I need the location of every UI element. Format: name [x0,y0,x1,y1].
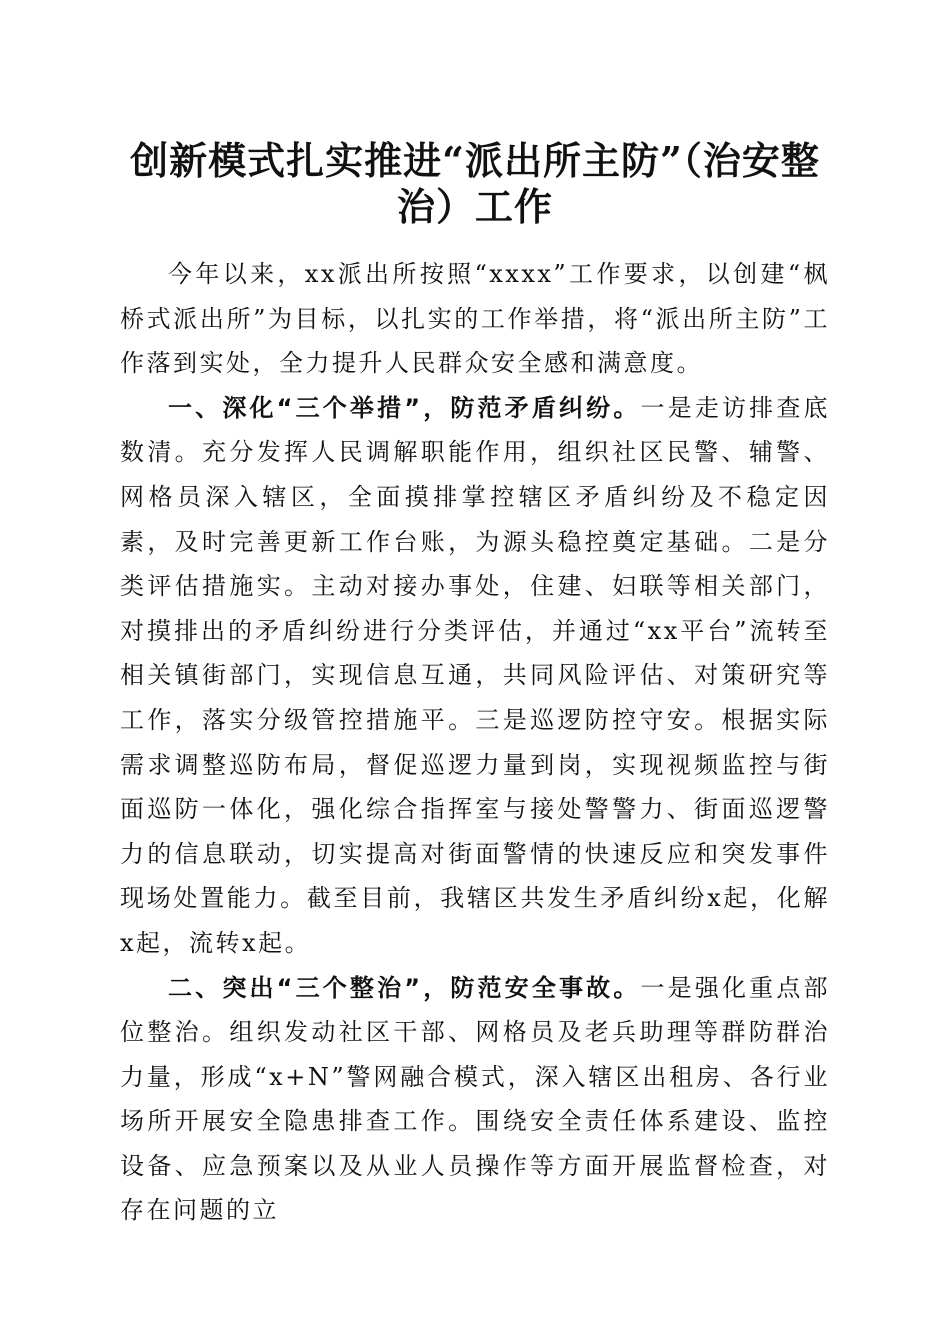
section-1-heading: 一、深化“三个举措”，防范矛盾纠纷。 [168,393,641,422]
document-title: 创新模式扎实推进“派出所主防”（治安整治）工作 [130,138,820,229]
section-2-paragraph [120,966,830,1234]
section-2-text: 一是强化重点部位整治。组织发动社区干部、网格员及老兵助理等群防群治力量，形成“x+N”警网融合模式，深入辖区出租房、各行业场所开展安全隐患排查工作。围绕安全责任体系建设、监控设备、应急预案以及从业人员操作等方面开展监督检查，对存在问题的立 [120,973,831,1225]
document-body [120,252,830,1233]
section-1-paragraph [120,386,830,966]
intro-paragraph-text: 今年以来，xx派出所按照“xxxx”工作要求，以创建“枫桥式派出所”为目标，以扎实的工作举措，将“派出所主防”工作落到实处，全力提升人民群众安全感和满意度。 [120,260,830,378]
section-2-heading: 二、突出“三个整治”，防范安全事故。 [168,973,641,1002]
section-1-text: 一是走访排查底数清。充分发挥人民调解职能作用，组织社区民警、辅警、网格员深入辖区，全面摸排掌控辖区矛盾纠纷及不稳定因素，及时完善更新工作台账，为源头稳控奠定基础。二是分类评估措施实。主动对接办事处，住建、妇联等相关部门，对摸排出的矛盾纠纷进行分类评估，并通过“xx平台”流转至相关镇街部门，实现信息互通，共同风险评估、对策研究等工作，落实分级管控措施平。三是巡逻防控守安。根据实际需求调整巡防布局，督促巡逻力量到岗，实现视频监控与街面巡防一体化，强化综合指挥室与接处警警力、街面巡逻警力的信息联动，切实提高对街面警情的快速反应和突发事件现场处置能力。截至目前，我辖区共发生矛盾纠纷x起，化解x起，流转x起。 [120,393,831,957]
intro-paragraph [120,252,830,386]
